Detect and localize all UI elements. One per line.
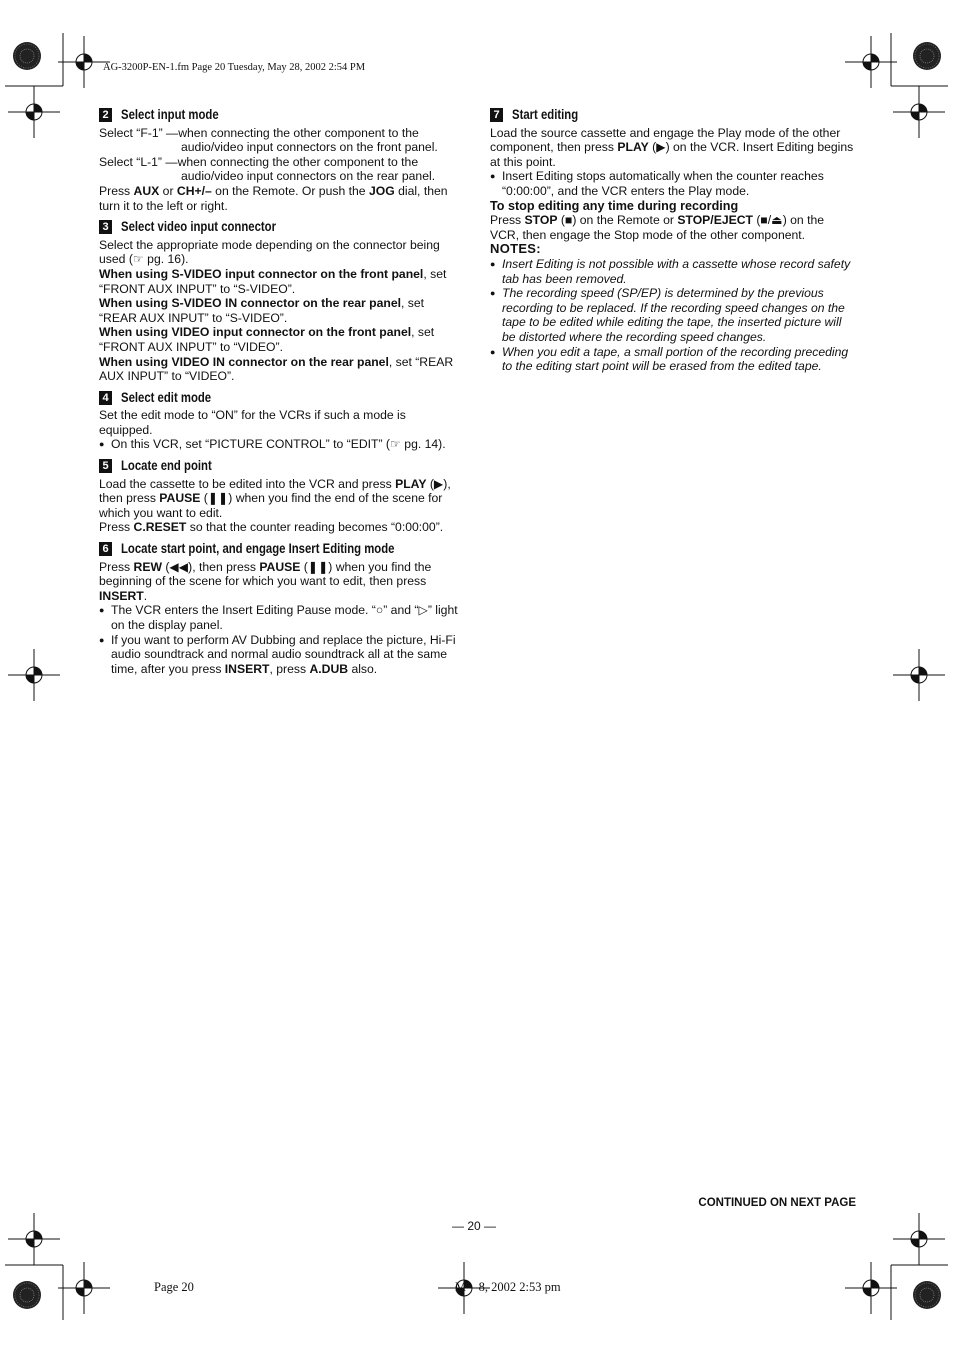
note-item: ● When you edit a tape, a small portion of the recording preceding to the editing start point will be erased from the edited tape. [490,345,854,374]
step-number: 4 [99,391,112,405]
av-dubbing-bullet: ● If you want to perform AV Dubbing and replace the picture, Hi-Fi audio soundtrack and normal audio soundtrack all at the same time, after you press INSERT, press A.DUB also. [99,633,461,677]
section-title: Locate start point, and engage Insert Editing mode [121,541,395,557]
step-number: 7 [490,108,503,122]
crop-cross-mark [845,36,897,88]
crop-cross-mark [893,86,945,138]
stop-editing-text: Press STOP (■) on the Remote or STOP/EJECT (■/⏏) on the VCR, then engage the Stop mode of the other component. [490,213,825,242]
connector-item: When using S-VIDEO input connector on the front panel, set “FRONT AUX INPUT” to “S-VIDEO”. [99,266,447,296]
crop-cross-mark [8,1213,60,1265]
crop-cross-mark [8,86,60,138]
note-item: ● Insert Editing is not possible with a cassette whose record safety tab has been removed. [490,257,854,286]
select-f1-text: Select “F-1” —when connecting the other component to the [99,125,419,140]
section-4-heading [99,391,461,406]
page-label: Page 20 [154,1280,194,1294]
color-bar-mark [13,1281,41,1309]
date-stamp: M 8, 2002 2:53 pm [455,1280,561,1294]
select-l1-text: Select “L-1” —when connecting the other component to the [99,154,419,169]
section-title: Start editing [512,107,579,122]
note-item: ● The recording speed (SP/EP) is determined by the previous recording to be replaced. If the recording speed changes on the tape to be edited while editing the tape, the inserted picture will be distorted where the recording speed changes. [490,286,854,344]
color-bar-mark [913,1281,941,1309]
counter-reset-text: Press C.RESET so that the counter reading becomes “0:00:00”. [99,520,444,535]
connector-intro: Select the appropriate mode depending on the connector being used (☞ pg. 16). [99,237,440,267]
stop-editing-heading: To stop editing any time during recording [490,198,739,213]
end-point-text: Load the cassette to be edited into the VCR and press PLAY (▶), then press PAUSE (❚❚) when you find the end of the scene for which you want to edit. [99,476,451,520]
crop-cross-mark [8,649,60,701]
aux-instruction: Press AUX or CH+/– on the Remote. Or push the JOG dial, then turn it to the left or right. [99,183,448,213]
crop-cross-mark [893,649,945,701]
file-info-header: AG-3200P-EN-1.fm Page 20 Tuesday, May 28, 2002 2:54 PM [103,62,366,73]
start-editing-text: Load the source cassette and engage the Play mode of the other component, then press PLAY (▶) on the VCR. Insert Editing begins at this point. [490,125,854,169]
step-number: 3 [99,220,112,234]
notes-heading: NOTES: [490,241,541,257]
step-number: 6 [99,542,112,556]
continued-label: CONTINUED ON NEXT PAGE [698,1197,856,1209]
step-number: 5 [99,459,112,473]
step-number: 2 [99,108,112,122]
connector-item: When using VIDEO input connector on the front panel, set “FRONT AUX INPUT” to “VIDEO”. [99,325,435,354]
select-l1-detail: audio/video input connectors on the rear panel. [181,169,436,184]
connector-item: When using VIDEO IN connector on the rear panel, set “REAR AUX INPUT” to “VIDEO”. [99,354,454,384]
section-2-heading [99,108,461,123]
crop-cross-mark [893,1213,945,1265]
left-column [99,108,461,676]
color-bar-mark [913,42,941,70]
crop-cross-mark [58,1262,110,1314]
section-title: Select edit mode [121,389,212,405]
section-3-heading [99,220,461,235]
section-title: Select input mode [121,107,219,122]
start-point-text: Press REW (◀◀), then press PAUSE (❚❚) when you find the beginning of the scene for which you want to edit, then press INSERT. [99,559,432,603]
edit-mode-bullet: ● On this VCR, set “PICTURE CONTROL” to “EDIT” (☞ pg. 14). [99,437,461,452]
section-7-heading [490,108,854,123]
right-column [490,108,854,374]
start-editing-bullet: ● Insert Editing stops automatically when the counter reaches “0:00:00”, and the VCR enters the Play mode. [490,169,854,198]
insert-pause-bullet: ● The VCR enters the Insert Editing Pause mode. “○” and “▷” light on the display panel. [99,603,461,632]
section-5-heading [99,459,461,474]
connector-item: When using S-VIDEO IN connector on the rear panel, set “REAR AUX INPUT” to “S-VIDEO”. [99,296,425,325]
color-bar-mark [13,42,41,70]
section-6-heading [99,542,461,557]
crop-cross-mark [845,1262,897,1314]
section-title: Select video input connector [121,219,277,235]
page-number: — 20 — [452,1219,497,1233]
section-title: Locate end point [121,458,212,474]
edit-mode-text: Set the edit mode to “ON” for the VCRs if such a mode is equipped. [99,408,406,437]
select-f1-detail: audio/video input connectors on the front panel. [181,140,438,155]
